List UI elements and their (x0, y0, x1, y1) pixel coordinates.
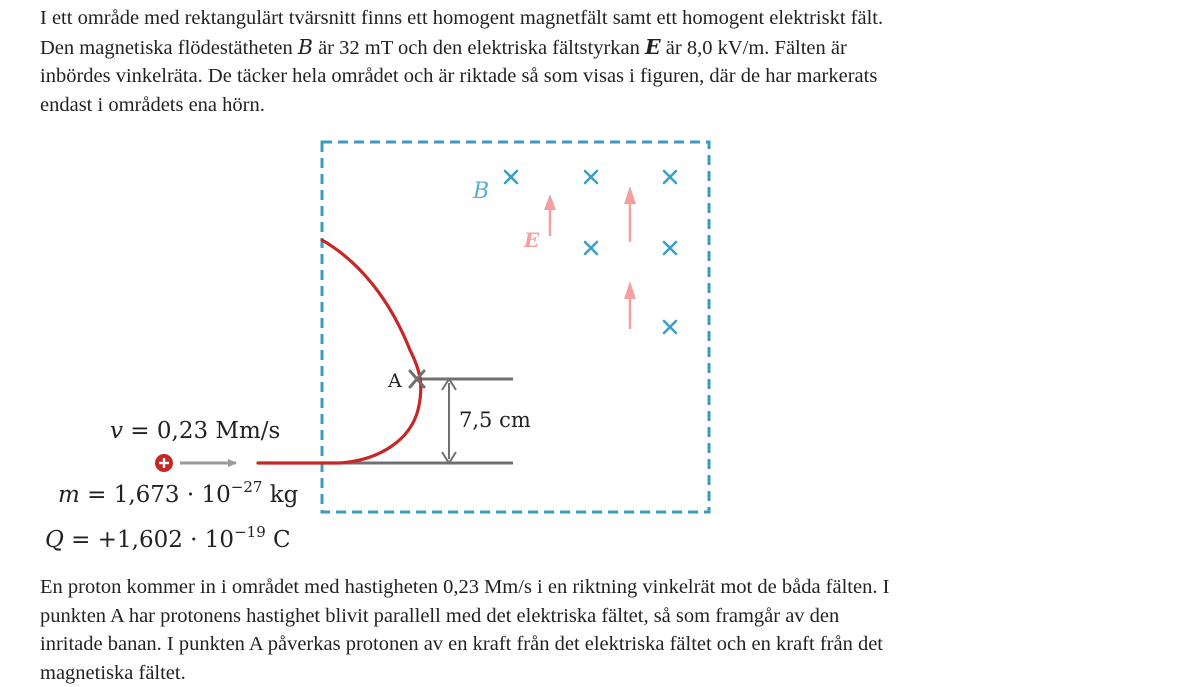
b-cross-mark (664, 242, 676, 254)
symbol-B: B (297, 34, 313, 59)
outro-line-4: magnetiska fältet. (40, 661, 186, 684)
m-value: = 1,673 · 10 (79, 482, 231, 508)
outro-paragraph (40, 573, 1160, 687)
outro-line-3: inritade banan. I punkten A påverkas protonen av en kraft från det elektriska fältet och en kraft från det (40, 633, 884, 655)
q-symbol: Q (45, 527, 64, 553)
e-arrow (624, 186, 636, 242)
b-field-label: B (473, 179, 490, 204)
distance-label: 7,5 cm (459, 408, 531, 432)
intro-line-2c: är 8,0 kV/m. Fälten är (660, 36, 847, 59)
m-symbol: m (58, 482, 80, 508)
b-cross-mark (664, 171, 676, 183)
b-cross-mark (505, 171, 517, 183)
b-cross-mark (585, 171, 597, 183)
intro-line-2b: är 32 mT och den elektriska fältstyrkan (312, 36, 646, 59)
q-value: = +1,602 · 10 (63, 527, 235, 553)
v-value: = 0,23 Mm/s (123, 418, 281, 444)
q-unit: C (265, 527, 291, 553)
outro-line-2: punkten A har protonens hastighet blivit parallell med det elektriska fältet, så som framgår av den (40, 604, 840, 627)
proton-icon (155, 454, 173, 472)
e-arrow (624, 281, 636, 329)
mass-equation (58, 478, 299, 508)
b-cross-mark (664, 321, 676, 333)
intro-line-3: inbördes vinkelräta. De täcker hela området och är riktade så som visas i figuren, där de har markerats (40, 65, 878, 87)
proton-path (258, 240, 421, 463)
charge-equation (45, 523, 291, 553)
electric-field-arrows (544, 186, 636, 329)
velocity-equation (110, 418, 280, 444)
v-symbol: v (110, 418, 123, 444)
e-field-label: E (524, 228, 540, 252)
symbol-E: E (645, 34, 661, 59)
magnetic-field-marks (505, 171, 676, 333)
field-region (322, 142, 709, 512)
outro-line-1: En proton kommer in i området med hastigheten 0,23 Mm/s i en riktning vinkelrät mot de båda fälten. I (40, 576, 890, 598)
intro-line-1: I ett område med rektangulärt tvärsnitt finns ett homogent magnetfält samt ett homogent elektriskt fält. (40, 7, 884, 29)
intro-line-4: endast i områdets ena hörn. (40, 93, 265, 116)
point-a-label: A (388, 370, 402, 392)
q-exponent: −19 (234, 523, 266, 541)
intro-line-2a: Den magnetiska flödestätheten (40, 36, 298, 59)
b-cross-mark (585, 242, 597, 254)
m-unit: kg (262, 482, 299, 508)
e-arrow (544, 194, 556, 236)
m-exponent: −27 (230, 478, 263, 496)
